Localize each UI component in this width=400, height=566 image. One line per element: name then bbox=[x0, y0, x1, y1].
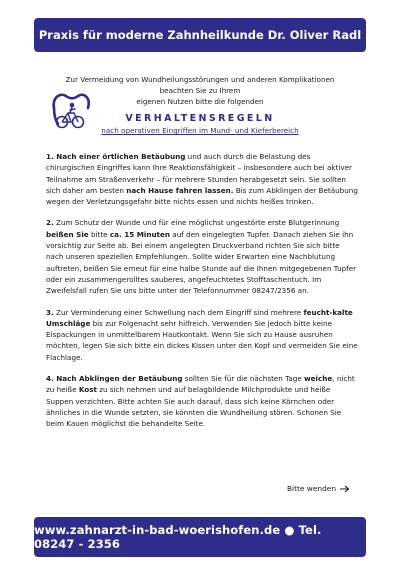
footer-contact: www.zahnarzt-in-bad-woerishofen.de ● Tel. 08247 - 2356 bbox=[34, 523, 322, 551]
rule-2-text: Zum Schutz der Wunde und für eine möglichst ungestörte erste Blutgerinnung bbox=[53, 218, 340, 228]
rule-4-emphasis-2: Kost bbox=[78, 385, 97, 395]
header-banner bbox=[34, 18, 366, 52]
rule-3-number: 3. bbox=[46, 307, 54, 317]
rule-paragraph-3 bbox=[46, 307, 358, 363]
rule-2-number: 2. bbox=[46, 218, 54, 228]
intro-line-1: Zur Vermeidung von Wundheilungsstörungen und anderen Komplikationen bbox=[65, 75, 335, 84]
rule-4-text-3: zu sich nehmen und auf belagbildende Milchprodukte und heiße Suppen verzichten. Bitte achten Sie auch darauf, dass sich keine Körnchen oder ähnliches in die Wunde setzten, sie könnten die Wundheilung stören. Schonen Sie beim Kauen möglichst die behandelte Seite. bbox=[46, 385, 342, 429]
rule-4-text: sollten Sie für die nächsten Tage bbox=[182, 374, 305, 384]
rule-1-text-2: Bis zum Abklingen der Betäubung wegen der Verletzungsgefahr bitte nichts essen und nichts heißes trinken. bbox=[46, 185, 358, 207]
rule-4-emphasis: weiche bbox=[304, 374, 333, 384]
title-main: VERHALTENSREGELN bbox=[125, 113, 275, 124]
rule-paragraph-4 bbox=[46, 373, 358, 429]
rule-1-heading: 1. Nach einer örtlichen Betäubung bbox=[46, 152, 186, 161]
continue-note bbox=[287, 484, 350, 493]
intro-line-3: eigenen Nutzen bitte die folgenden bbox=[136, 97, 264, 106]
title-subtitle: nach operativen Eingriffen im Mund- und Kieferbereich bbox=[101, 126, 299, 135]
rule-4-text-2: , nicht zu heiße bbox=[46, 374, 355, 395]
rule-paragraph-2 bbox=[46, 217, 358, 296]
footer-banner bbox=[34, 517, 366, 557]
rule-4-heading: 4. Nach Abklingen der Betäubung bbox=[46, 374, 183, 384]
rule-3-text-2: bis zur Folgenacht sehr hilfreich. Verwenden Sie jedoch bitte keine Eispackungen in unmittelbarem Hautkontakt. Wenn Sie sich zu Hause ausruhen möchten, legen Sie sich bitte ein dickes Kissen unter den Kopf und vermeiden Sie eine Flachlage. bbox=[46, 318, 358, 362]
rule-3-text: Zur Verminderung einer Schwellung nach dem Eingriff sind mehrere bbox=[53, 307, 304, 317]
rules-content bbox=[46, 151, 358, 440]
intro-line-2: beachten Sie zu Ihrem bbox=[159, 86, 241, 95]
rule-3-emphasis: feucht-kalte Umschläge bbox=[46, 307, 353, 328]
rule-2-text-3: auf den eingelegten Tupfer. Danach ziehen Sie ihn vorsichtig zur Seite ab. Bei einem angelegten Druckverband richten Sie sich bitte nach unseren speziellen Empfehlungen. Sollte wider Erwarten eine Nachblutung auftreten, beißen Sie erneut für eine halbe Stunde auf die Ihnen mitgegebenen Tupfer oder ein zusammengerolltes sauberes, angefeuchtetes Stofftaschentuch. Im Zweifelsfall rufen Sie uns bitte unter der Telefonnummer 08247/2356 an. bbox=[46, 229, 357, 296]
header-title: Praxis für moderne Zahnheilkunde Dr. Oliver Radl bbox=[38, 28, 362, 42]
rule-1-text: und auch durch die Belastung des chirurgischen Eingriffes kann Ihre Reaktionsfähigkeit – insbesondere auch bei aktiver Teilnahme am Straßenverkehr – für mehrere Stunden herabgesetzt sein. Sie sollten sich daher am besten bbox=[46, 152, 352, 195]
rule-2-emphasis: beißen Sie bbox=[46, 229, 89, 239]
rule-1-emphasis: nach Hause fahren lassen. bbox=[126, 185, 234, 195]
rule-2-text-2: bitte bbox=[88, 229, 110, 239]
rule-2-duration: ca. 15 Minuten bbox=[109, 229, 170, 239]
arrow-right-icon bbox=[340, 485, 350, 493]
continue-label: Bitte wenden bbox=[286, 484, 336, 493]
rule-paragraph-1 bbox=[46, 151, 358, 207]
document-title bbox=[0, 112, 400, 136]
